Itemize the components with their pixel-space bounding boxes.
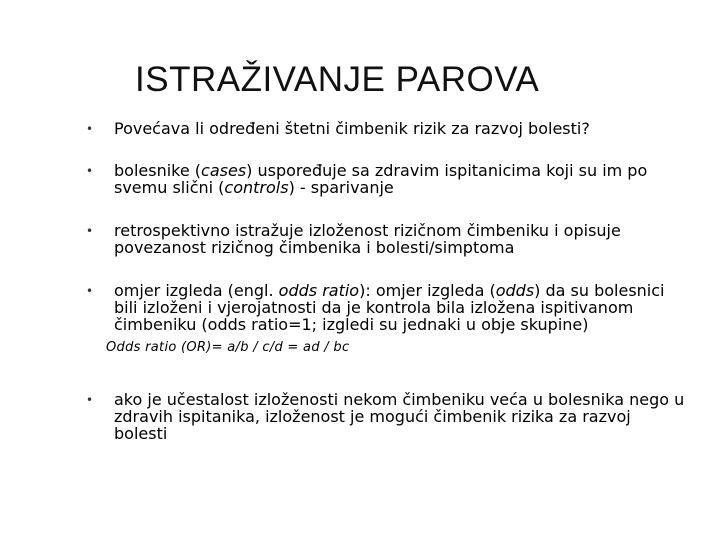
bullet-text: Povećava li određeni štetni čimbenik rizik za razvoj bolesti?: [114, 119, 590, 138]
bullet-dot-icon: •: [86, 393, 94, 407]
bullet-item: [86, 391, 686, 442]
bullet-text: [114, 281, 665, 334]
bullet-item: [86, 222, 686, 256]
bullet-text-part: omjer izgleda (engl.: [114, 281, 279, 300]
bullet-text: ako je učestalost izloženosti nekom čimbeniku veća u bolesnika nego u zdravih ispitanika, izloženost je mogući čimbenik rizika za razvoj bolesti: [114, 390, 685, 443]
bullet-text-part: ) uspoređuje sa zdravim ispitanicima koji su im po svemu slični (: [114, 161, 648, 197]
odds-ratio-formula: Odds ratio (OR)= a/b / c/d = ad / bc: [106, 340, 350, 355]
emphasis-term: odds: [495, 281, 535, 300]
slide-title: ISTRAŽIVANJE PAROVA: [135, 60, 540, 99]
bullet-text-part: bolesnike (: [114, 161, 202, 180]
bullet-text-part: ): omjer izgleda (: [359, 281, 496, 300]
bullet-text: [114, 161, 647, 197]
bullet-text-part: ) - sparivanje: [288, 178, 394, 197]
bullet-list: [86, 120, 686, 442]
bullet-text-part: ) da su bolesnici bili izloženi i vjerojatnosti da je kontrola bila izložena ispitivanom čimbeniku (odds ratio=1; izgledi su jednaki u obje skupine): [114, 281, 665, 334]
emphasis-term: cases: [201, 161, 247, 180]
bullet-dot-icon: •: [86, 284, 94, 298]
bullet-dot-icon: •: [86, 122, 94, 136]
bullet-item: [86, 282, 686, 333]
bullet-item: [86, 120, 686, 137]
bullet-dot-icon: •: [86, 224, 94, 238]
bullet-text: retrospektivno istražuje izloženost rizičnom čimbeniku i opisuje povezanost rizičnog čimbenika i bolesti/simptoma: [114, 221, 621, 257]
emphasis-term: controls: [224, 178, 289, 197]
bullet-item: [86, 162, 686, 196]
bullet-dot-icon: •: [86, 164, 94, 178]
emphasis-term: odds ratio: [278, 281, 360, 300]
